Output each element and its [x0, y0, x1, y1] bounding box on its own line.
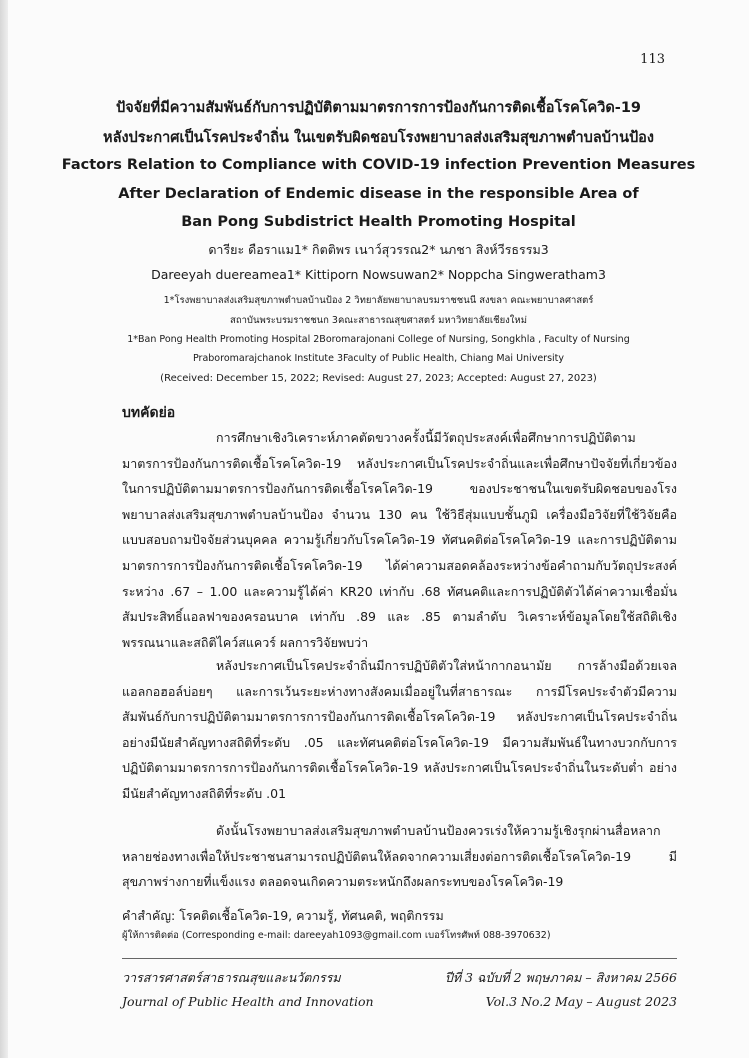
paper-page — [8, 0, 749, 1058]
authors-thai: ดารียะ ดือราแม1* กิตติพร เนาว์สุวรรณ2* นภชา สิงห์วีรธรรม3 — [208, 242, 549, 257]
abstract-paragraph-1-text: การศึกษาเชิงวิเคราะห์ภาคตัดขวางครั้งนี้มีวัตถุประสงค์เพื่อศึกษาการปฏิบัติตามมาตรการป้องกันการติดเชื้อโรคโควิด-19 หลังประกาศเป็นโรคประจำถิ่นและเพื่อศึกษาปัจจัยที่เกี่ยวข้องในการปฏิบัติตามมาตรการป้องกันการติดเชื้อโรคโควิด-19 ของประชาชนในเขตรับผิดชอบของโรงพยาบาลส่งเสริมสุขภาพตำบลบ้านป้อง จำนวน 130 คน ใช้วิธีสุ่มแบบชั้นภูมิ เครื่องมือวิจัยที่ใช้วิจัยคือแบบสอบถามปัจจัยส่วนบุคคล ความรู้เกี่ยวกับโรคโควิด-19 ทัศนคติต่อโรคโควิด-19 และการปฏิบัติตามมาตรการการป้องกันการติดเชื้อโรคโควิด-19 ได้ค่าความสอดคล้องระหว่างข้อคำถามกับวัตถุประสงค์ระหว่าง .67 – 1.00 และความรู้ได้ค่า KR20 เท่ากับ .68 ทัศนคติและการปฏิบัติตัวได้ค่าความเชื่อมั่นสัมประสิทธิ์แอลฟาของครอนบาค เท่ากับ .89 และ .85 ตามลำดับ วิเคราะห์ข้อมูลโดยใช้สถิติเชิงพรรณนาและสถิติไคว์สแควร์ ผลการวิจัยพบว่า — [122, 430, 677, 650]
footer-journal-english: Journal of Public Health and Innovation — [122, 994, 374, 1009]
abstract-paragraph-3-text: ดังนั้นโรงพยาบาลส่งเสริมสุขภาพตำบลบ้านป้องควรเร่งให้ความรู้เชิงรุกผ่านสื่อหลากหลายช่องทางเพื่อให้ประชาชนสามารถปฏิบัติตนให้ลดจากความเสี่ยงต่อการติดเชื้อโรคโควิด-19 มีสุขภาพร่างกายที่แข็งแรง ตลอดจนเกิดความตระหนักถึงผลกระทบของโรคโควิด-19 — [122, 823, 677, 890]
affiliation-thai-line-1: 1*โรงพยาบาลส่งเสริมสุขภาพตำบลบ้านป้อง 2 วิทยาลัยพยาบาลบรมราชชนนี สงขลา คณะพยาบาลศาสตร์ — [163, 295, 594, 306]
title-english-line-3: Ban Pong Subdistrict Health Promoting Hospital — [181, 214, 576, 230]
page-number: 113 — [640, 52, 665, 67]
title-thai-line-1: ปัจจัยที่มีความสัมพันธ์กับการปฏิบัติตามมาตรการการป้องกันการติดเชื้อโรคโควิด-19 — [115, 100, 642, 116]
affiliation-thai-line-2: สถาบันพระบรมราชชนก 3คณะสาธารณสุขศาสตร์ มหาวิทยาลัยเชียงใหม่ — [230, 315, 527, 326]
keywords: คำสำคัญ: โรคติดเชื้อโควิด-19, ความรู้, ทัศนคติ, พฤติกรรม — [122, 908, 444, 923]
scan-shadow — [0, 0, 8, 1058]
abstract-heading: บทคัดย่อ — [122, 405, 176, 421]
footer-issue-english: Vol.3 No.2 May – August 2023 — [485, 994, 677, 1009]
abstract-paragraph-2 — [122, 653, 677, 807]
authors-english: Dareeyah duereamea1* Kittiporn Nowsuwan2* Noppcha Singweratham3 — [151, 267, 606, 282]
title-english-line-1: Factors Relation to Compliance with COVID-19 infection Prevention Measures — [61, 157, 696, 173]
footer-journal-thai: วารสารศาสตร์สาธารณสุขและนวัตกรรม — [122, 970, 341, 985]
affiliation-english-line-2: Praboromarajchanok Institute 3Faculty of Public Health, Chiang Mai University — [192, 353, 564, 364]
abstract-paragraph-1 — [122, 425, 677, 655]
corresponding-author: ผู้ให้การติดต่อ (Corresponding e-mail: dareeyah1093@gmail.com เบอร์โทรศัพท์ 088-3970632) — [122, 930, 551, 941]
received-dates: (Received: December 15, 2022; Revised: August 27, 2023; Accepted: August 27, 2023) — [160, 373, 597, 384]
footer-divider — [122, 958, 677, 959]
abstract-paragraph-2-text: หลังประกาศเป็นโรคประจำถิ่นมีการปฏิบัติตัวใส่หน้ากากอนามัย การล้างมือด้วยเจลแอลกอฮอล์บ่อยๆ และการเว้นระยะห่างทางสังคมเมื่ออยู่ในที่สาธารณะ การมีโรคประจำตัวมีความสัมพันธ์กับการปฏิบัติตามมาตรการการป้องกันการติดเชื้อโรคโควิด-19 หลังประกาศเป็นโรคประจำถิ่น อย่างมีนัยสำคัญทางสถิติที่ระดับ .05 และทัศนคติต่อโรคโควิด-19 มีความสัมพันธ์ในทางบวกกับการปฏิบัติตามมาตรการการป้องกันการติดเชื้อโรคโควิด-19 หลังประกาศเป็นโรคประจำถิ่นในระดับต่ำ อย่างมีนัยสำคัญทางสถิติที่ระดับ .01 — [122, 658, 677, 801]
abstract-paragraph-3 — [122, 818, 677, 895]
footer-issue-thai: ปีที่ 3 ฉบับที่ 2 พฤษภาคม – สิงหาคม 2566 — [444, 970, 677, 985]
affiliation-english-line-1: 1*Ban Pong Health Promoting Hospital 2Boromarajonani College of Nursing, Songkhla , Faculty of Nursing — [127, 334, 630, 345]
title-english-line-2: After Declaration of Endemic disease in the responsible Area of — [118, 186, 639, 202]
title-thai-line-2: หลังประกาศเป็นโรคประจำถิ่น ในเขตรับผิดชอบโรงพยาบาลส่งเสริมสุขภาพตำบลบ้านป้อง — [103, 130, 654, 146]
